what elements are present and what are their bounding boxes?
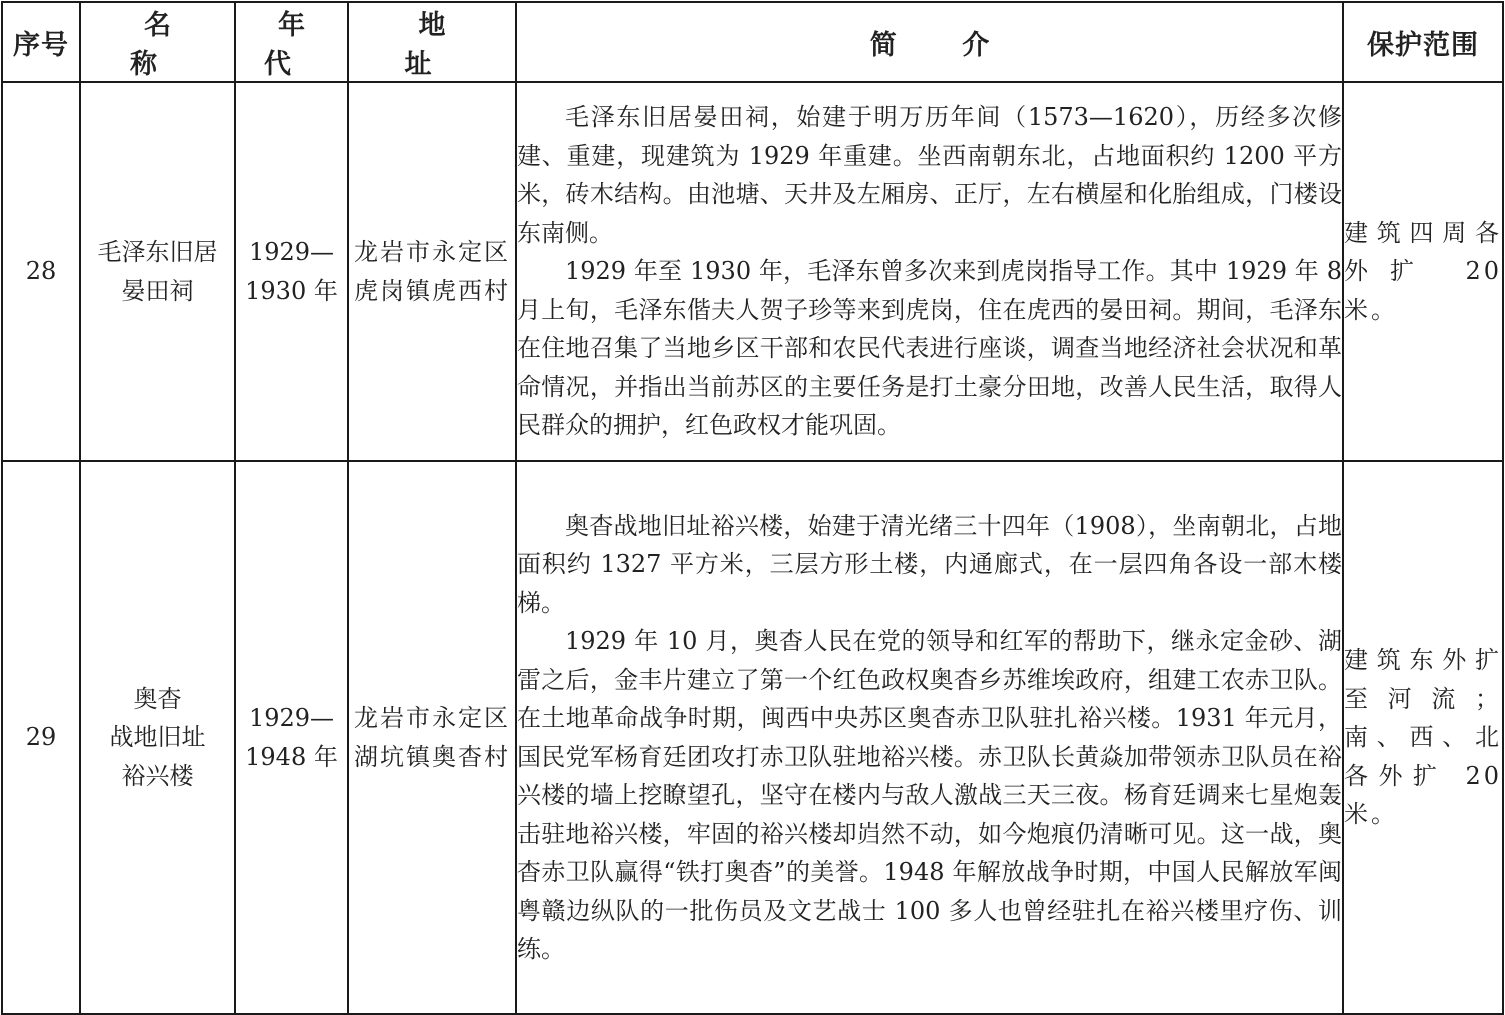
intro-paragraph: 奥杳战地旧址裕兴楼，始建于清光绪三十四年（1908），坐南朝北，占地面积约 1327 平方米，三层方形土楼，内通廊式，在一层四角各设一部木楼梯。 (517, 511, 1342, 617)
intro-paragraph: 毛泽东旧居晏田祠，始建于明万历年间（1573—1620），历经多次修建、重建，现建筑为 1929 年重建。坐西南朝东北，占地面积约 1200 平方米，砖木结构。由池塘、天井及左厢房、正厅，左右横屋和化胎组成，门楼设东南侧。 (517, 103, 1342, 247)
header-row (2, 2, 1503, 82)
site-address: 龙岩市永定区虎岗镇虎西村 (348, 82, 516, 461)
site-name-line: 奥杳 (133, 684, 182, 713)
site-era-line: 1930 年 (245, 276, 338, 305)
header-intro: 简 介 (516, 2, 1343, 82)
header-name: 名 称 (80, 2, 235, 82)
site-era (235, 461, 348, 1014)
site-name (80, 461, 235, 1014)
site-era-line: 1929— (248, 238, 335, 266)
site-intro (516, 461, 1343, 1014)
header-address: 地 址 (348, 2, 516, 82)
site-name-line: 毛泽东旧居 (97, 238, 218, 266)
intro-paragraph: 1929 年 10 月，奥杳人民在党的领导和红军的帮助下，继永定金砂、湖雷之后，金丰片建立了第一个红色政权奥杳乡苏维埃政府，组建工农赤卫队。在土地革命战争时期，闽西中央苏区奥杳赤卫队驻扎裕兴楼。1931 年元月，国民党军杨育廷团攻打赤卫队驻地裕兴楼。赤卫队长黄焱加带领赤卫队员在裕兴楼的墙上挖瞭望孔，坚守在楼内与敌人激战三天三夜。杨育廷调来七星炮轰击驻地裕兴楼，牢固的裕兴楼却岿然不动，如今炮痕仍清晰可见。这一战，奥杳赤卫队赢得“铁打奥杳”的美誉。1948 年解放战争时期，中国人民解放军闽粤赣边纵队的一批伤员及文艺战士 100 多人也曾经驻扎在裕兴楼里疗伤、训练。 (517, 627, 1342, 963)
site-name (80, 82, 235, 461)
site-name-line: 晏田祠 (121, 276, 194, 305)
table-row (2, 82, 1503, 461)
site-era-line: 1929— (248, 704, 335, 732)
protection-scope: 建筑四周各外扩 20 米。 (1343, 82, 1503, 461)
site-name-line: 裕兴楼 (121, 761, 194, 790)
site-name-line: 战地旧址 (109, 723, 206, 752)
row-number: 28 (2, 82, 80, 461)
header-era: 年 代 (235, 2, 348, 82)
site-address: 龙岩市永定区湖坑镇奥杳村 (348, 461, 516, 1014)
intro-paragraph: 1929 年至 1930 年，毛泽东曾多次来到虎岗指导工作。其中 1929 年 8 月上旬，毛泽东偕夫人贺子珍等来到虎岗，住在虎西的晏田祠。期间，毛泽东在住地召集了当地乡区干部和农民代表进行座谈，调查当地经济社会状况和革命情况，并指出当前苏区的主要任务是打土豪分田地，改善人民生活，取得人民群众的拥护，红色政权才能巩固。 (517, 257, 1342, 440)
table-row (2, 461, 1503, 1014)
site-era (235, 82, 348, 461)
protection-scope: 建筑东外扩至河流；南、西、北各外扩 20 米。 (1343, 461, 1503, 1014)
heritage-table (1, 1, 1504, 1015)
header-scope: 保护范围 (1343, 2, 1503, 82)
header-no: 序号 (2, 2, 80, 82)
site-intro (516, 82, 1343, 461)
site-era-line: 1948 年 (245, 742, 338, 771)
row-number: 29 (2, 461, 80, 1014)
